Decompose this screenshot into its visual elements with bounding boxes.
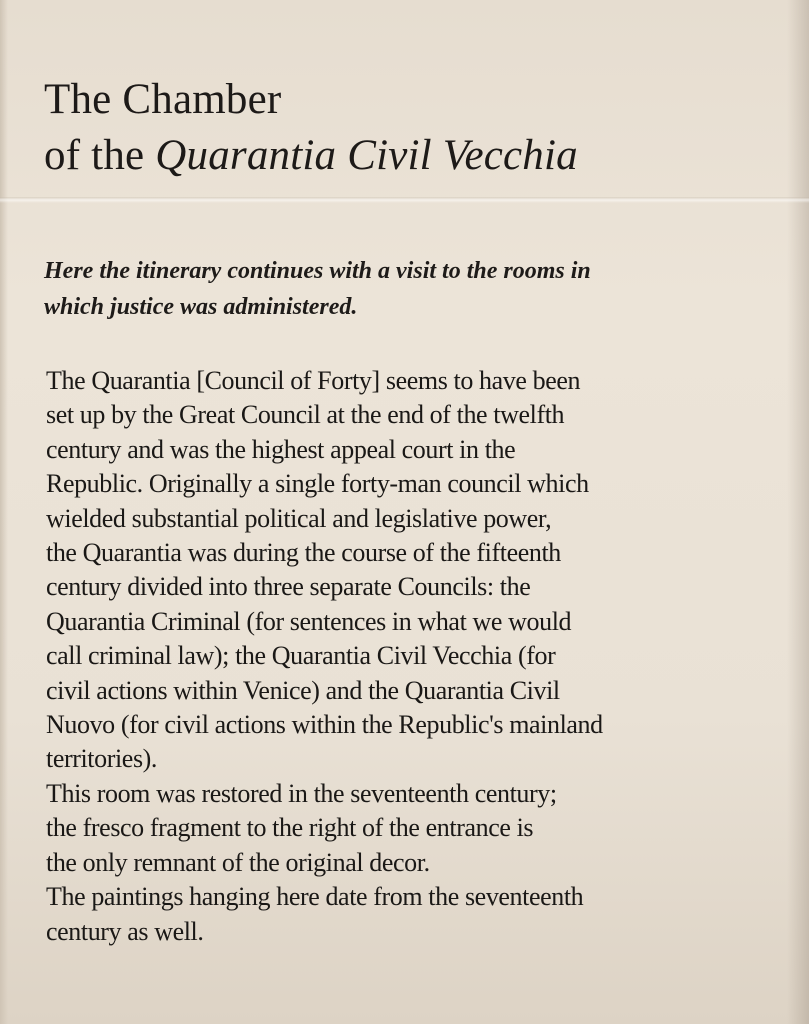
body-line: century and was the highest appeal court in the (46, 434, 516, 464)
title-line-2 (44, 128, 578, 184)
intro-line: Here the itinerary continues with a visit to the rooms in (44, 258, 591, 284)
body-line: This room was restored in the seventeenth century; (46, 778, 557, 808)
title-line-2-prefix: of the (44, 132, 145, 179)
body-line: Nuovo (for civil actions within the Republic's mainland (46, 710, 603, 740)
title-line-2-italic: Quarantia Civil Vecchia (155, 132, 578, 179)
body-line: century as well. (46, 916, 204, 946)
title-line-1: The Chamber (44, 76, 282, 123)
body-line: The Quarantia [Council of Forty] seems to have been (46, 366, 581, 395)
placard-left-edge (0, 0, 8, 1024)
body-line: the Quarantia was during the course of the fifteenth (46, 538, 561, 568)
placard-fold-line (0, 197, 809, 203)
body-line: Republic. Originally a single forty-man council which (46, 469, 589, 499)
body-line: wielded substantial political and legislative power, (46, 503, 552, 533)
body-line: The paintings hanging here date from the seventeenth (46, 882, 584, 912)
intro-line: which justice was administered. (44, 294, 358, 320)
body-line: territories). (46, 744, 158, 774)
placard-right-shadow (787, 0, 809, 1024)
body-text (46, 364, 603, 949)
body-line: Quarantia Criminal (for sentences in what we would (46, 606, 572, 636)
body-line: call criminal law); the Quarantia Civil Vecchia (for (46, 641, 556, 671)
body-line: the fresco fragment to the right of the entrance is (46, 813, 534, 843)
body-line: civil actions within Venice) and the Quarantia Civil (46, 675, 560, 705)
body-line: set up by the Great Council at the end of the twelfth (46, 400, 565, 430)
intro-paragraph (44, 253, 591, 325)
placard-title (44, 72, 578, 184)
body-line: century divided into three separate Councils: the (46, 572, 531, 602)
body-line: the only remnant of the original decor. (46, 847, 430, 877)
